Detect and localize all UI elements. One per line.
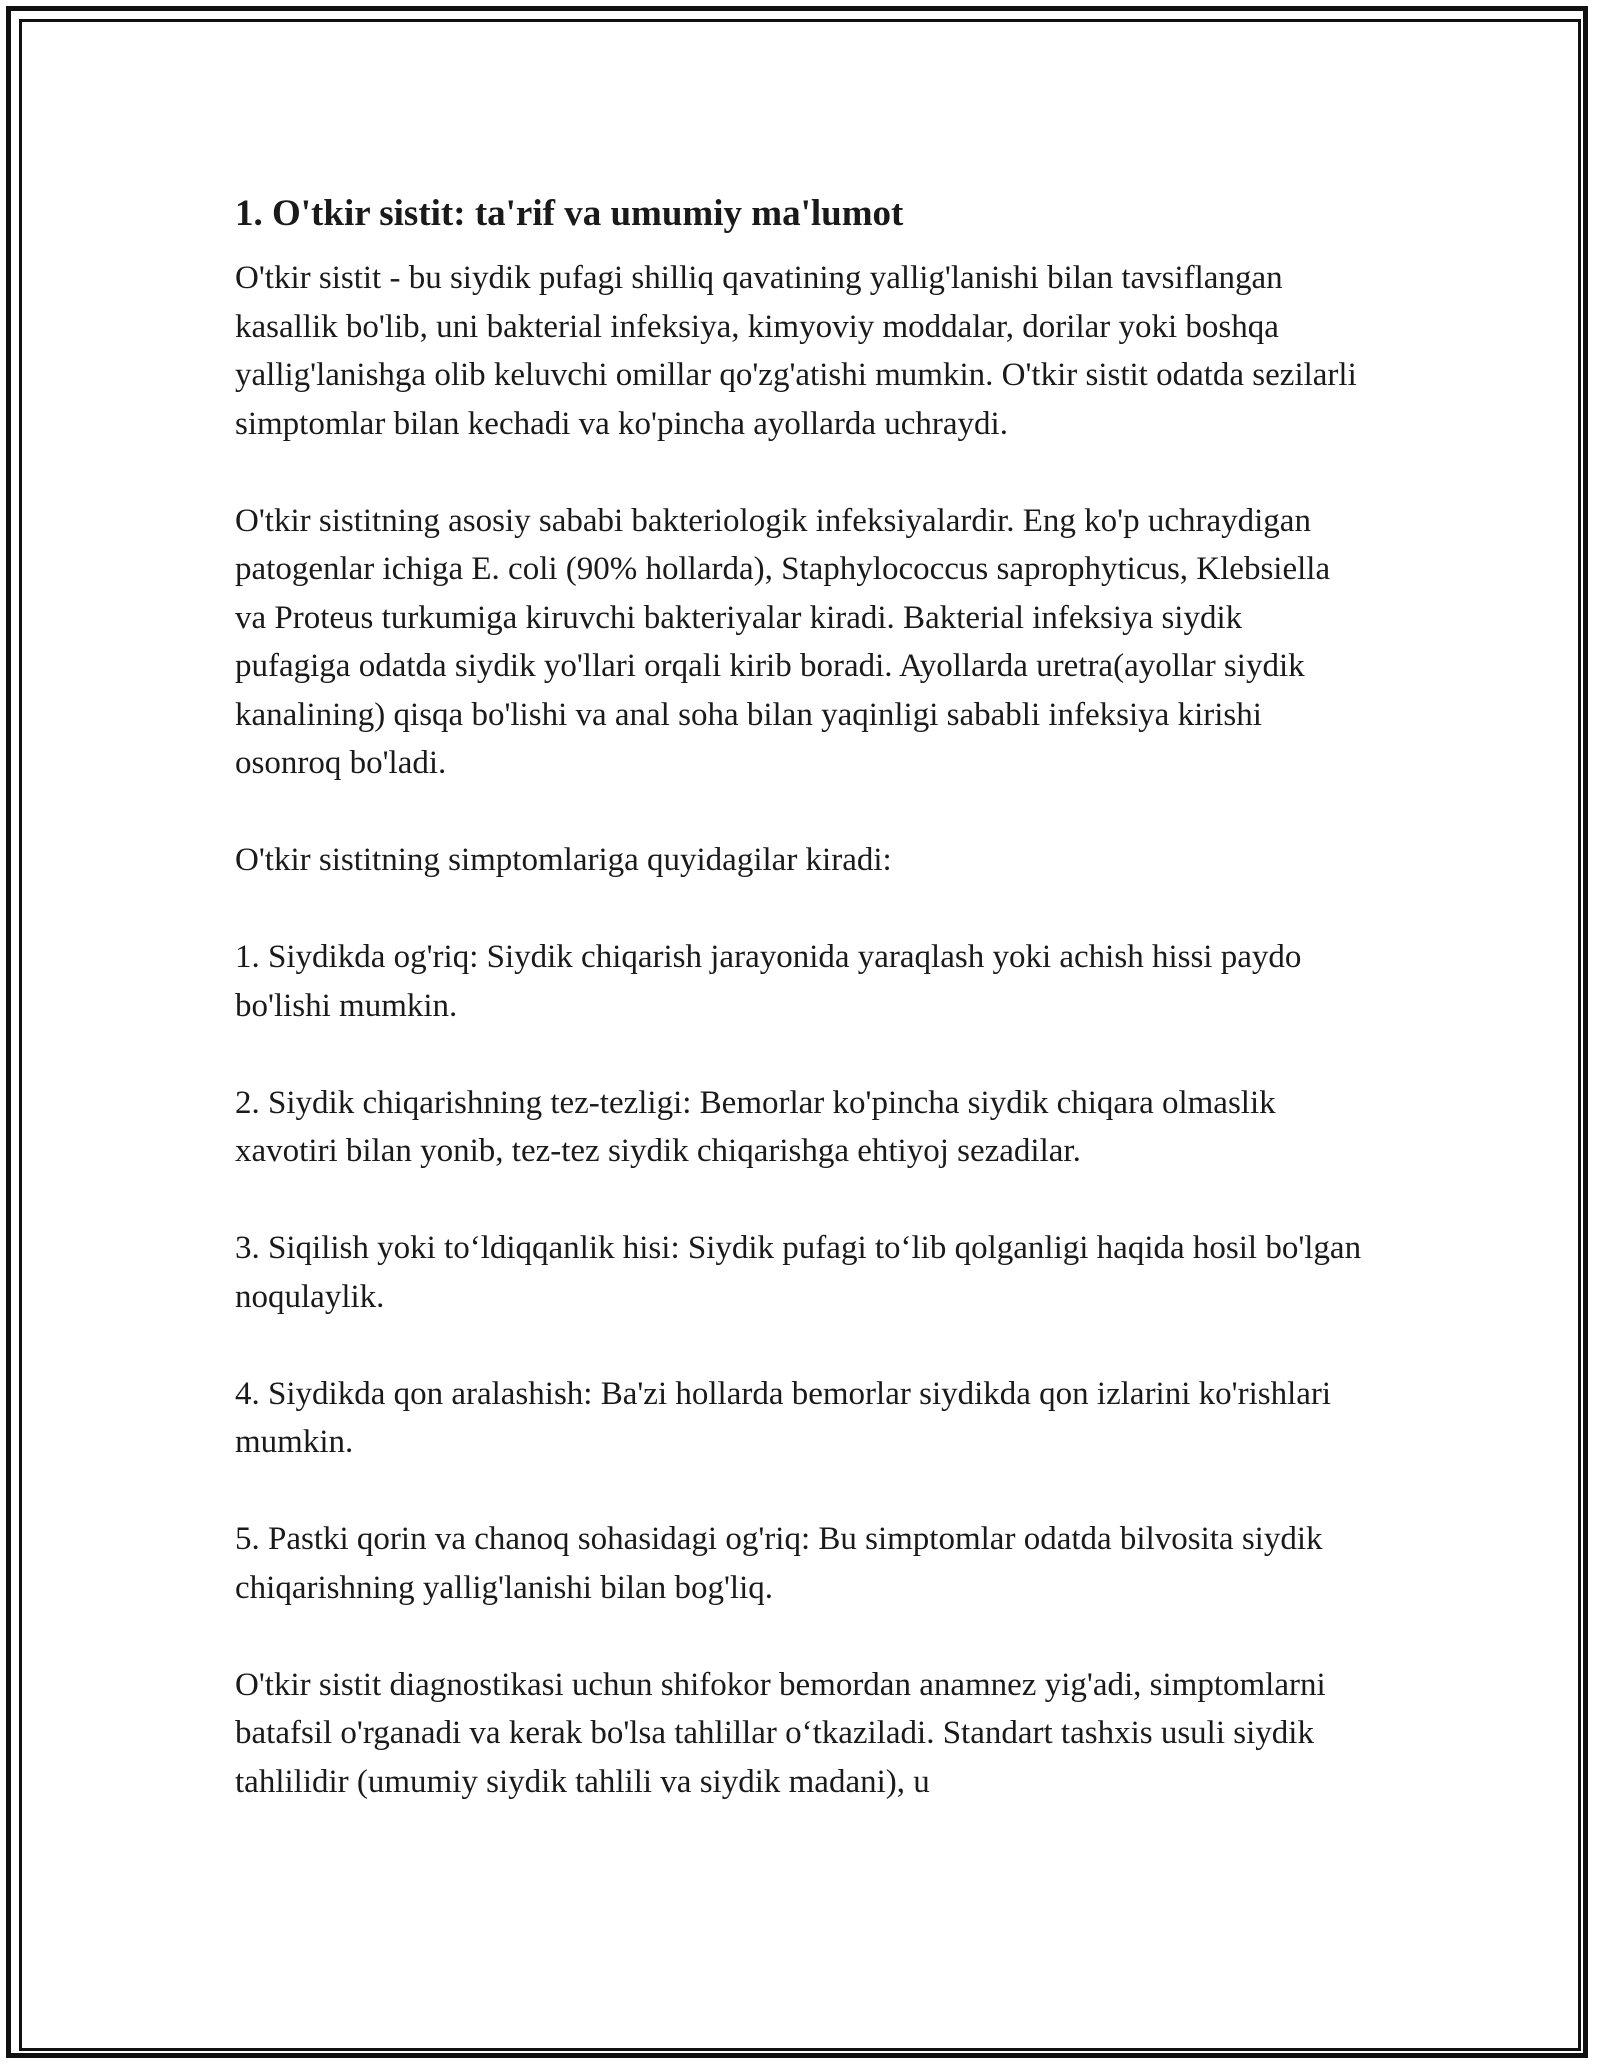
paragraph-diagnostics: O'tkir sistit diagnostikasi uchun shifokor bemordan anamnez yig'adi, simptomlarni batafsil o'rganadi va kerak bo'lsa tahlillar o‘tkaziladi. Standart tashxis usuli siydik tahlilidir (umumiy siydik tahlili va siydik madani), u <box>235 1666 1326 1800</box>
list-item-symptom-3: 3. Siqilish yoki to‘ldiqqanlik hisi: Siydik pufagi to‘lib qolganligi haqida hosil bo'lgan noqulaylik. <box>235 1230 1362 1315</box>
paragraph-causes: O'tkir sistitning asosiy sababi bakteriologik infeksiyalardir. Eng ko'p uchraydigan patogenlar ichiga E. coli (90% hollarda), Staphylococcus saprophyticus, Klebsiella va Proteus turkumiga kiruvchi bakteriyalar kiradi. Bakterial infeksiya siydik pufagiga odatda siydik yo'llari orqali kirib boradi. Ayollarda uretra(ayollar siydik kanalining) qisqa bo'lishi va anal soha bilan yaqinligi sababli infeksiya kirishi osonroq bo'ladi. <box>235 502 1331 781</box>
list-item-symptom-1: 1. Siydikda og'riq: Siydik chiqarish jarayonida yaraqlash yoki achish hissi paydo bo'lishi mumkin. <box>235 939 1302 1024</box>
document-body <box>235 186 1365 1806</box>
paragraph-definition: O'tkir sistit - bu siydik pufagi shilliq qavatining yallig'lanishi bilan tavsiflangan kasallik bo'lib, uni bakterial infeksiya, kimyoviy moddalar, dorilar yoki boshqa yallig'lanishga olib keluvchi omillar qo'zg'atishi mumkin. O'tkir sistit odatda sezilarli simptomlar bilan kechadi va ko'pincha ayollarda uchraydi. <box>235 260 1357 442</box>
list-item-symptom-5: 5. Pastki qorin va chanoq sohasidagi og'riq: Bu simptomlar odatda bilvosita siydik chiqarishning yallig'lanishi bilan bog'liq. <box>235 1521 1323 1606</box>
list-item-symptom-2: 2. Siydik chiqarishning tez-tezligi: Bemorlar ko'pincha siydik chiqara olmaslik xavotiri bilan yonib, tez-tez siydik chiqarishga ehtiyoj sezadilar. <box>235 1084 1276 1169</box>
section-title: 1. O'tkir sistit: ta'rif va umumiy ma'lumot <box>235 193 904 234</box>
paragraph-symptoms-intro: O'tkir sistitning simptomlariga quyidagilar kiradi: <box>235 842 892 878</box>
list-item-symptom-4: 4. Siydikda qon aralashish: Ba'zi hollarda bemorlar siydikda qon izlarini ko'rishlari mumkin. <box>235 1375 1332 1460</box>
